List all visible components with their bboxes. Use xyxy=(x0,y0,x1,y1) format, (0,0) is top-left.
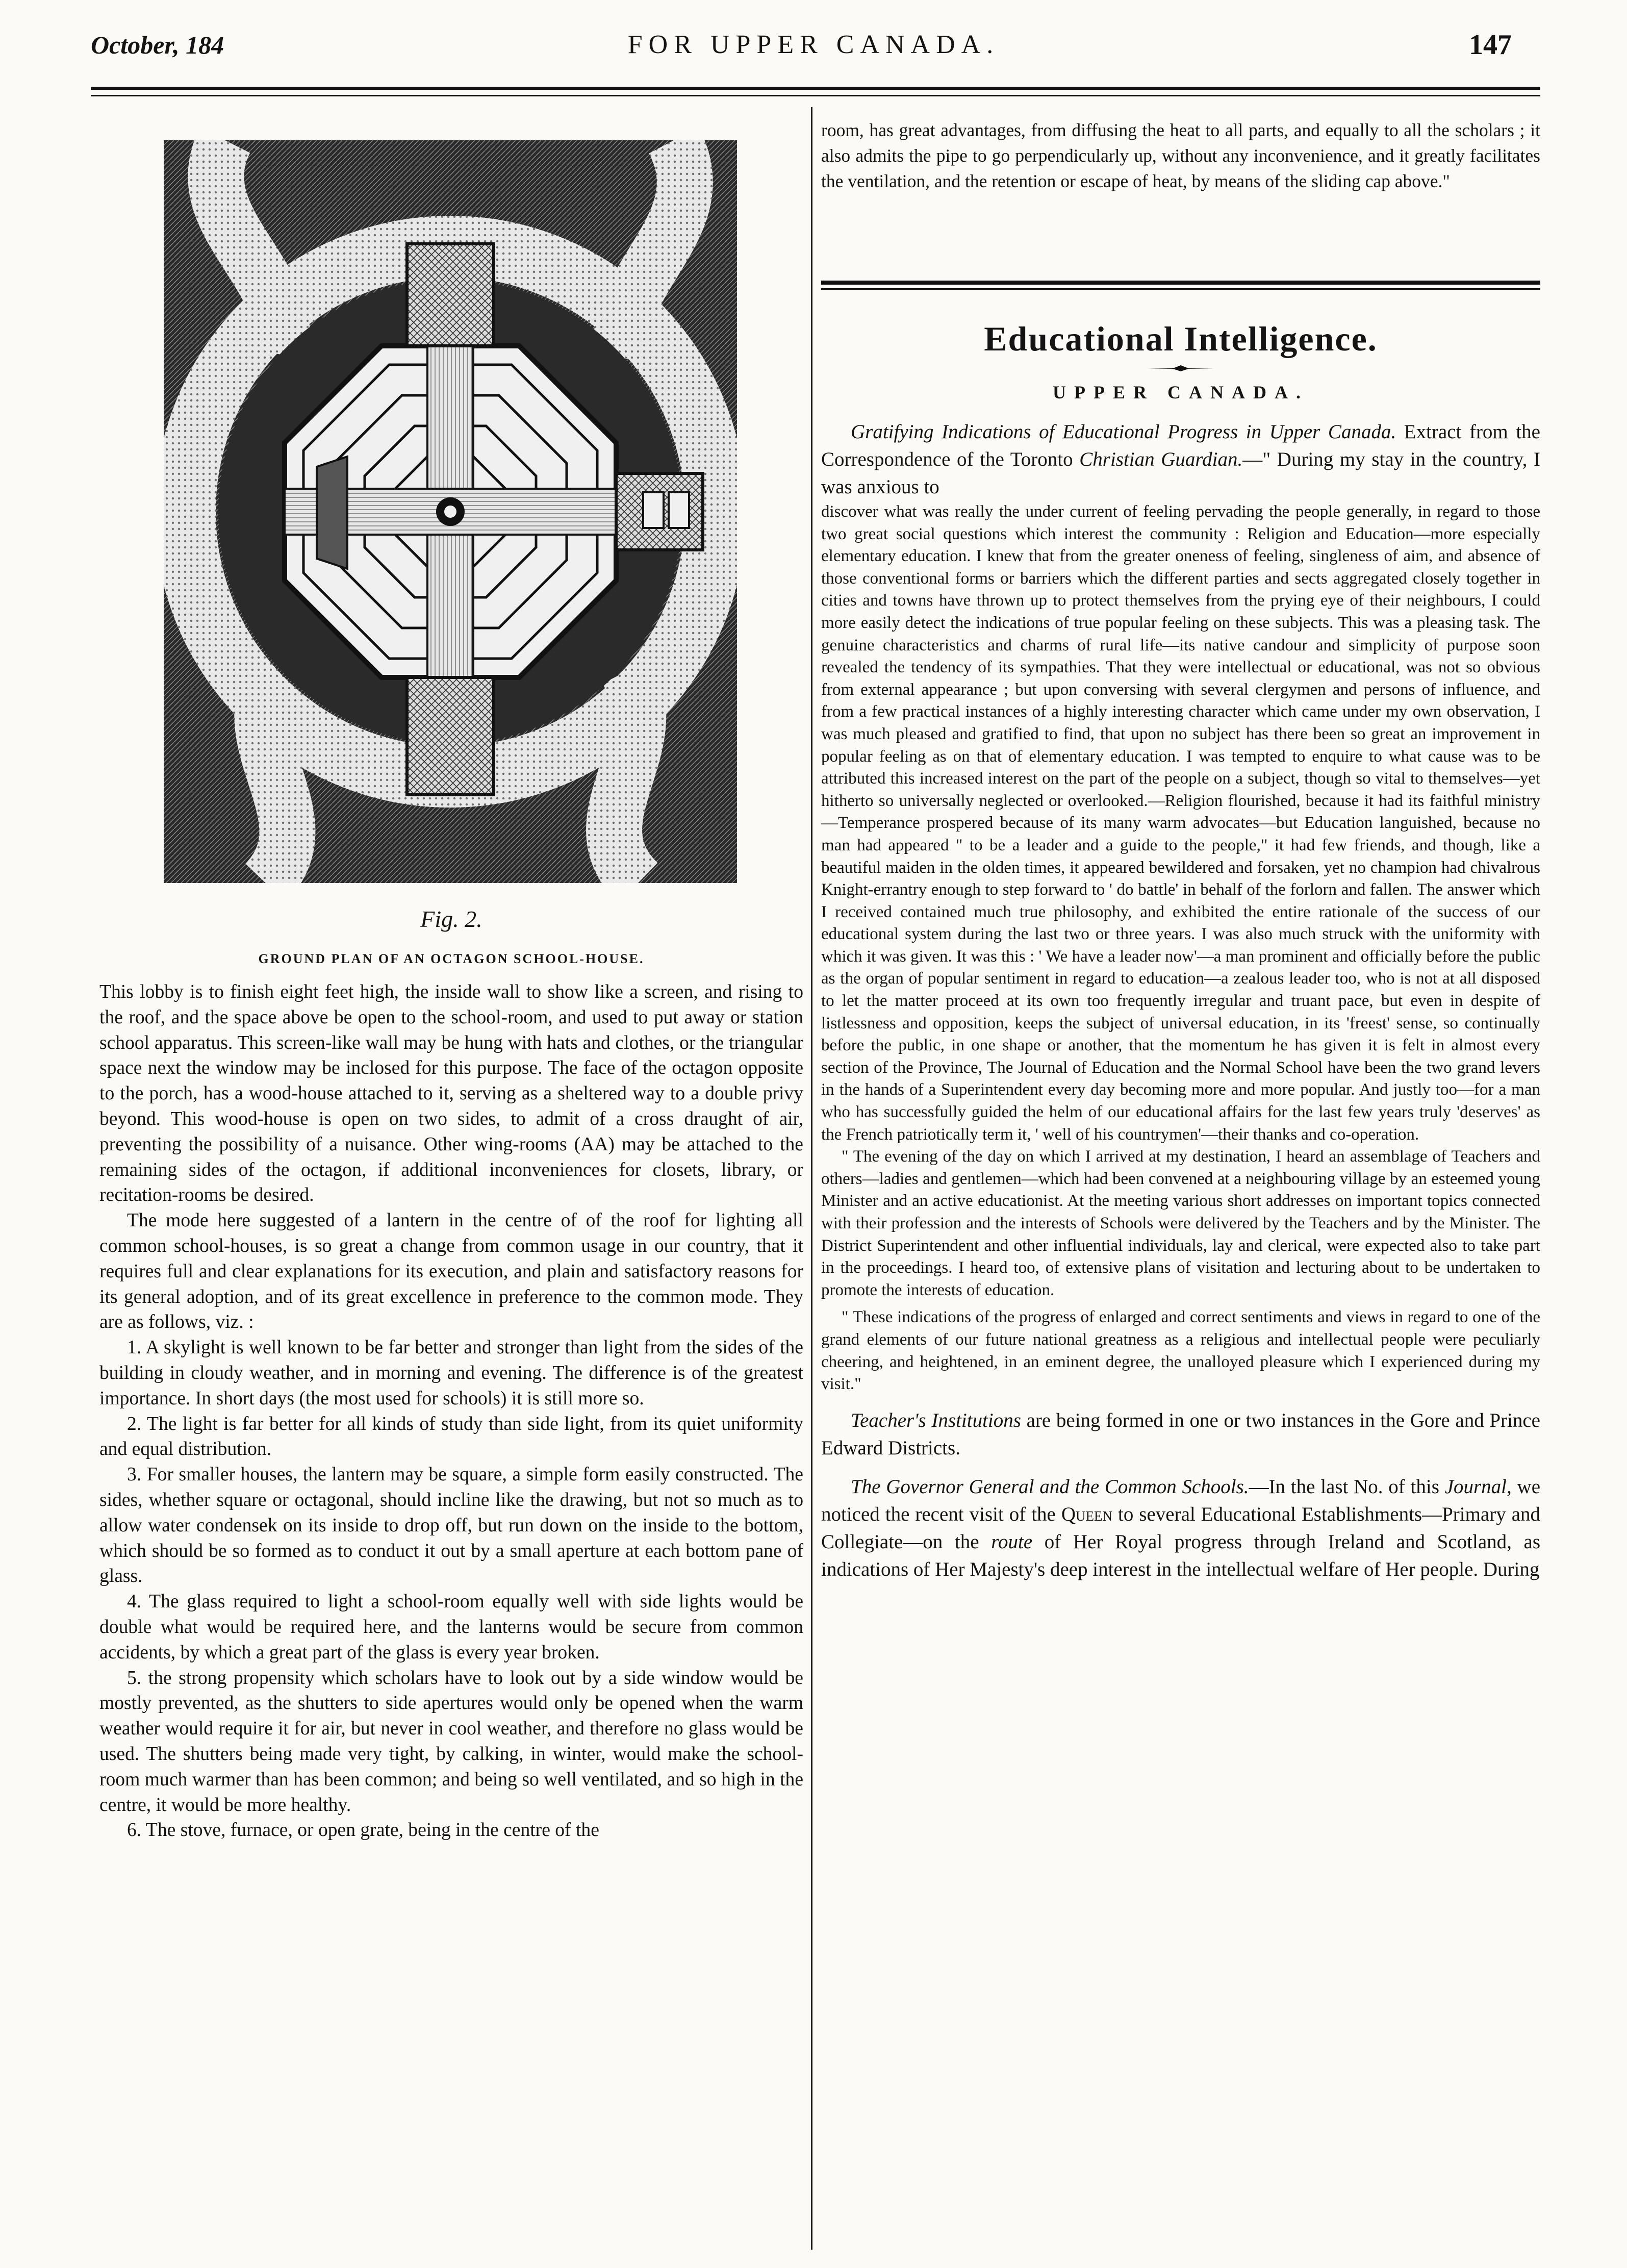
article-intro: Extract from the Correspondence of the Toronto xyxy=(821,421,1540,470)
queen-name: Queen xyxy=(1061,1503,1113,1525)
article-title: Gratifying Indications of Educational Progress in Upper Canada. xyxy=(851,421,1396,443)
route-word: route xyxy=(991,1530,1033,1553)
continued-text xyxy=(821,117,1540,194)
region-heading: UPPER CANADA. xyxy=(1053,382,1309,402)
list-item: 2. The light is far better for all kinds of study than side light, from its quiet uniformity and equal distribution. xyxy=(99,1413,803,1460)
figure-label: Fig. 2. xyxy=(420,906,482,932)
article-text: —In the last No. of this xyxy=(1249,1475,1439,1498)
section-heading: Educational Intelligence. xyxy=(984,319,1378,358)
paragraph: The mode here suggested of a lantern in the centre of of the roof for lighting all common school-houses, is so great a change from common usage in our country, that it requires full and clear explanations for its execution, and plain and satisfactory reasons for its general adoption, and of its great excellence in preference to the common mode. They are as follows, viz. : xyxy=(99,1210,803,1333)
floor-plan-drawing xyxy=(164,140,737,883)
ornament-dash-icon xyxy=(1148,365,1214,372)
article-title: The Governor General and the Common Schools. xyxy=(851,1475,1249,1498)
running-head-title: FOR UPPER CANADA. xyxy=(627,30,1000,59)
list-item: 3. For smaller houses, the lantern may be square, a simple form easily constructed. The sides, whether square or octagonal, should incline like the drawing, but not so much as to allow water condensek on its inside to drop off, but run down on the inside to the bottom, which should be so formed as to conduct it out by a small aperture at each bottom pane of glass. xyxy=(99,1464,803,1587)
section-rule-thin xyxy=(821,288,1540,290)
section-rule-thick xyxy=(821,281,1540,285)
figure-caption: GROUND PLAN OF AN OCTAGON SCHOOL-HOUSE. xyxy=(258,951,645,966)
article-text: to several Educational Establishments—Primary and Collegiate—on the xyxy=(821,1503,1541,1553)
list-item: 4. The glass required to light a school-room equally well with side lights would be double what would be required here, and the lanterns would be secure from common accidents, by which a great part of the glass is every year broken. xyxy=(99,1591,803,1663)
list-item: 6. The stove, furnace, or open grate, being in the centre of the xyxy=(127,1820,599,1841)
article-text: we noticed the recent visit of the xyxy=(821,1475,1541,1525)
octagon-floor-plan-engraving xyxy=(164,140,737,883)
article-teachers-institutions xyxy=(821,1407,1540,1462)
article-text: of Her Royal progress through Ireland and Scotland, as indications of Her Majesty's deep interest in the intellectual welfare of Her people. During xyxy=(821,1530,1541,1580)
paragraph: " The evening of the day on which I arrived at my destination, I heard an assemblage of Teachers and others—ladies and gentlemen—which had been convened at a neighbouring village by an esteemed young Minister and an active educationist. At the meeting various short addresses on important topics connected with their profession and the interests of Schools were delivered by the Teachers and by the Minister. The District Superintendent and other influential individuals, lay and clerical, were expected also to take part in the proceedings. I heard too, of extensive plans of visitation and lecturing about to be undertaken to promote the interests of education. xyxy=(821,1147,1540,1299)
article-lead xyxy=(821,418,1540,501)
article-body: discover what was really the under current of feeling pervading the people generally, in regard to those two great social questions which interest the community : Religion and Education—more especially elementary education. I knew that from the greater oneness of feeling, singleness of aim, and absence of those conventional forms or barriers which the different parties and sects aggregated closely together in cities and towns have thrown up to protect themselves from the prying eye of their neighbours, I could more easily detect the indications of true popular feeling on these subjects. This was a pleasing task. The genuine characteristics and charms of rural life—its native candour and simplicity of purpose soon revealed the tendency of its sympathies. That they were intellectual or educational, was not so obvious from external appearance ; but upon conversing with several clergymen and persons of influence, and from a few practical instances of a highly interesting character which came under my own observation, I was much pleased and gratified to find, that upon no subject has there been so great an improvement in popular feeling as on that of elementary education. I was tempted to enquire to what cause was to be attributed this increased interest on the part of the people on a subject, though so vital to themselves—yet hitherto so universally neglected or overlooked.—Religion flourished, because it had its faithful ministry—Temperance prospered because of its many warm advocates—but Education languished, because no man had appeared " to be a leader and a guide to the people," it had few friends, and though, like a beautiful maiden in the olden times, it appeared bewildered and forsaken, yet no champion had chivalrous Knight-errantry enough to step forward to ' do battle' in behalf of the forlorn and fallen. The answer which I received contained much true philosophy, and exhibited the entire rationale of the success of our educational system during the last two or three years. I was also much struck with the uniformity with which it was given. It was this : ' We have a leader now'—a man prominent and officially before the public as the organ of popular sentiment in regard to education—a zealous leader too, who is not at all disposed to let the matter proceed at its own too frequently irregular and truant pace, but even in despite of listlessness and opposition, keeps the subject of universal education, in its 'freest' sense, so continually before the public, in one shape or another, that the momentum he has given it is felt in almost every section of the Province, The Journal of Education and the Normal School have been the two grand levers in the hands of a Superintendent every day becoming more and more popular. And justly too—for a man who has successfully guided the helm of our educational affairs for the last few years truly 'deserves' as the French patriotically term it, ' well of his countrymen'—their thanks and co-operation. xyxy=(821,502,1540,1144)
article-lead-text: —" During my stay in the country, I was anxious to xyxy=(821,448,1540,498)
list-item: 1. A skylight is well known to be far better and stronger than light from the sides of the building in cloudy weather, and in morning and evening. The difference is of the greatest importance. In short days (the most used for schools) it is still more so. xyxy=(99,1337,803,1409)
source-name: Christian Guardian. xyxy=(1079,448,1243,470)
article-governor-general xyxy=(821,1473,1540,1583)
article-title: Teacher's Institutions xyxy=(851,1409,1021,1431)
list-item: 5. the strong propensity which scholars have to look out by a side window would be mostly prevented, as the shutters to side apertures would only be opened when the warm weather would require it for air, but never in cool weather, and therefore no glass would be used. The shutters being made very tight, by calking, in winter, would make the school-room much warmer than has been common; and being so well ventilated, and so high in the centre, it would be more healthy. xyxy=(99,1667,803,1816)
article-text: are being formed in one or two instances in the Gore and Prince Edward Districts. xyxy=(821,1409,1540,1459)
header-rule-thick xyxy=(91,87,1540,90)
page-number: 147 xyxy=(1469,29,1512,61)
journal-name: Journal, xyxy=(1444,1475,1512,1498)
paragraph: This lobby is to finish eight feet high, the inside wall to show like a screen, and rising to the roof, and the space above be open to the school-room, and used to put away or station school apparatus. This screen-like wall may be hung with hats and clothes, or the triangular space next the window may be inclosed for this purpose. The face of the octagon opposite to the porch, has a wood-house attached to it, serving as a sheltered way to a double privy beyond. This wood-house is open on two sides, to admit of a cross draught of air, preventing the possibility of a nuisance. Other wing-rooms (AA) may be attached to the remaining sides of the octagon, if additional inconveniences for closets, library, or recitation-rooms be desired. xyxy=(99,981,803,1206)
column-divider xyxy=(811,107,812,2250)
running-head-date: October, 184 xyxy=(91,31,224,59)
paragraph: " These indications of the progress of enlarged and correct sentiments and views in regard to one of the grand elements of our future national greatness as a religious and intellectual people were peculiarly cheering, and heightened, in an eminent degree, the unalloyed pleasure which I experienced during my visit." xyxy=(821,1308,1540,1394)
paragraph: room, has great advantages, from diffusing the heat to all parts, and equally to all the scholars ; it also admits the pipe to go perpendicularly up, without any inconvenience, and it greatly facilitates the ventilation, and the retention or escape of heat, by means of the sliding cap above." xyxy=(821,120,1540,191)
news-articles xyxy=(821,418,1540,1583)
left-column-text xyxy=(99,979,803,1843)
header-rule-thin xyxy=(91,95,1540,96)
